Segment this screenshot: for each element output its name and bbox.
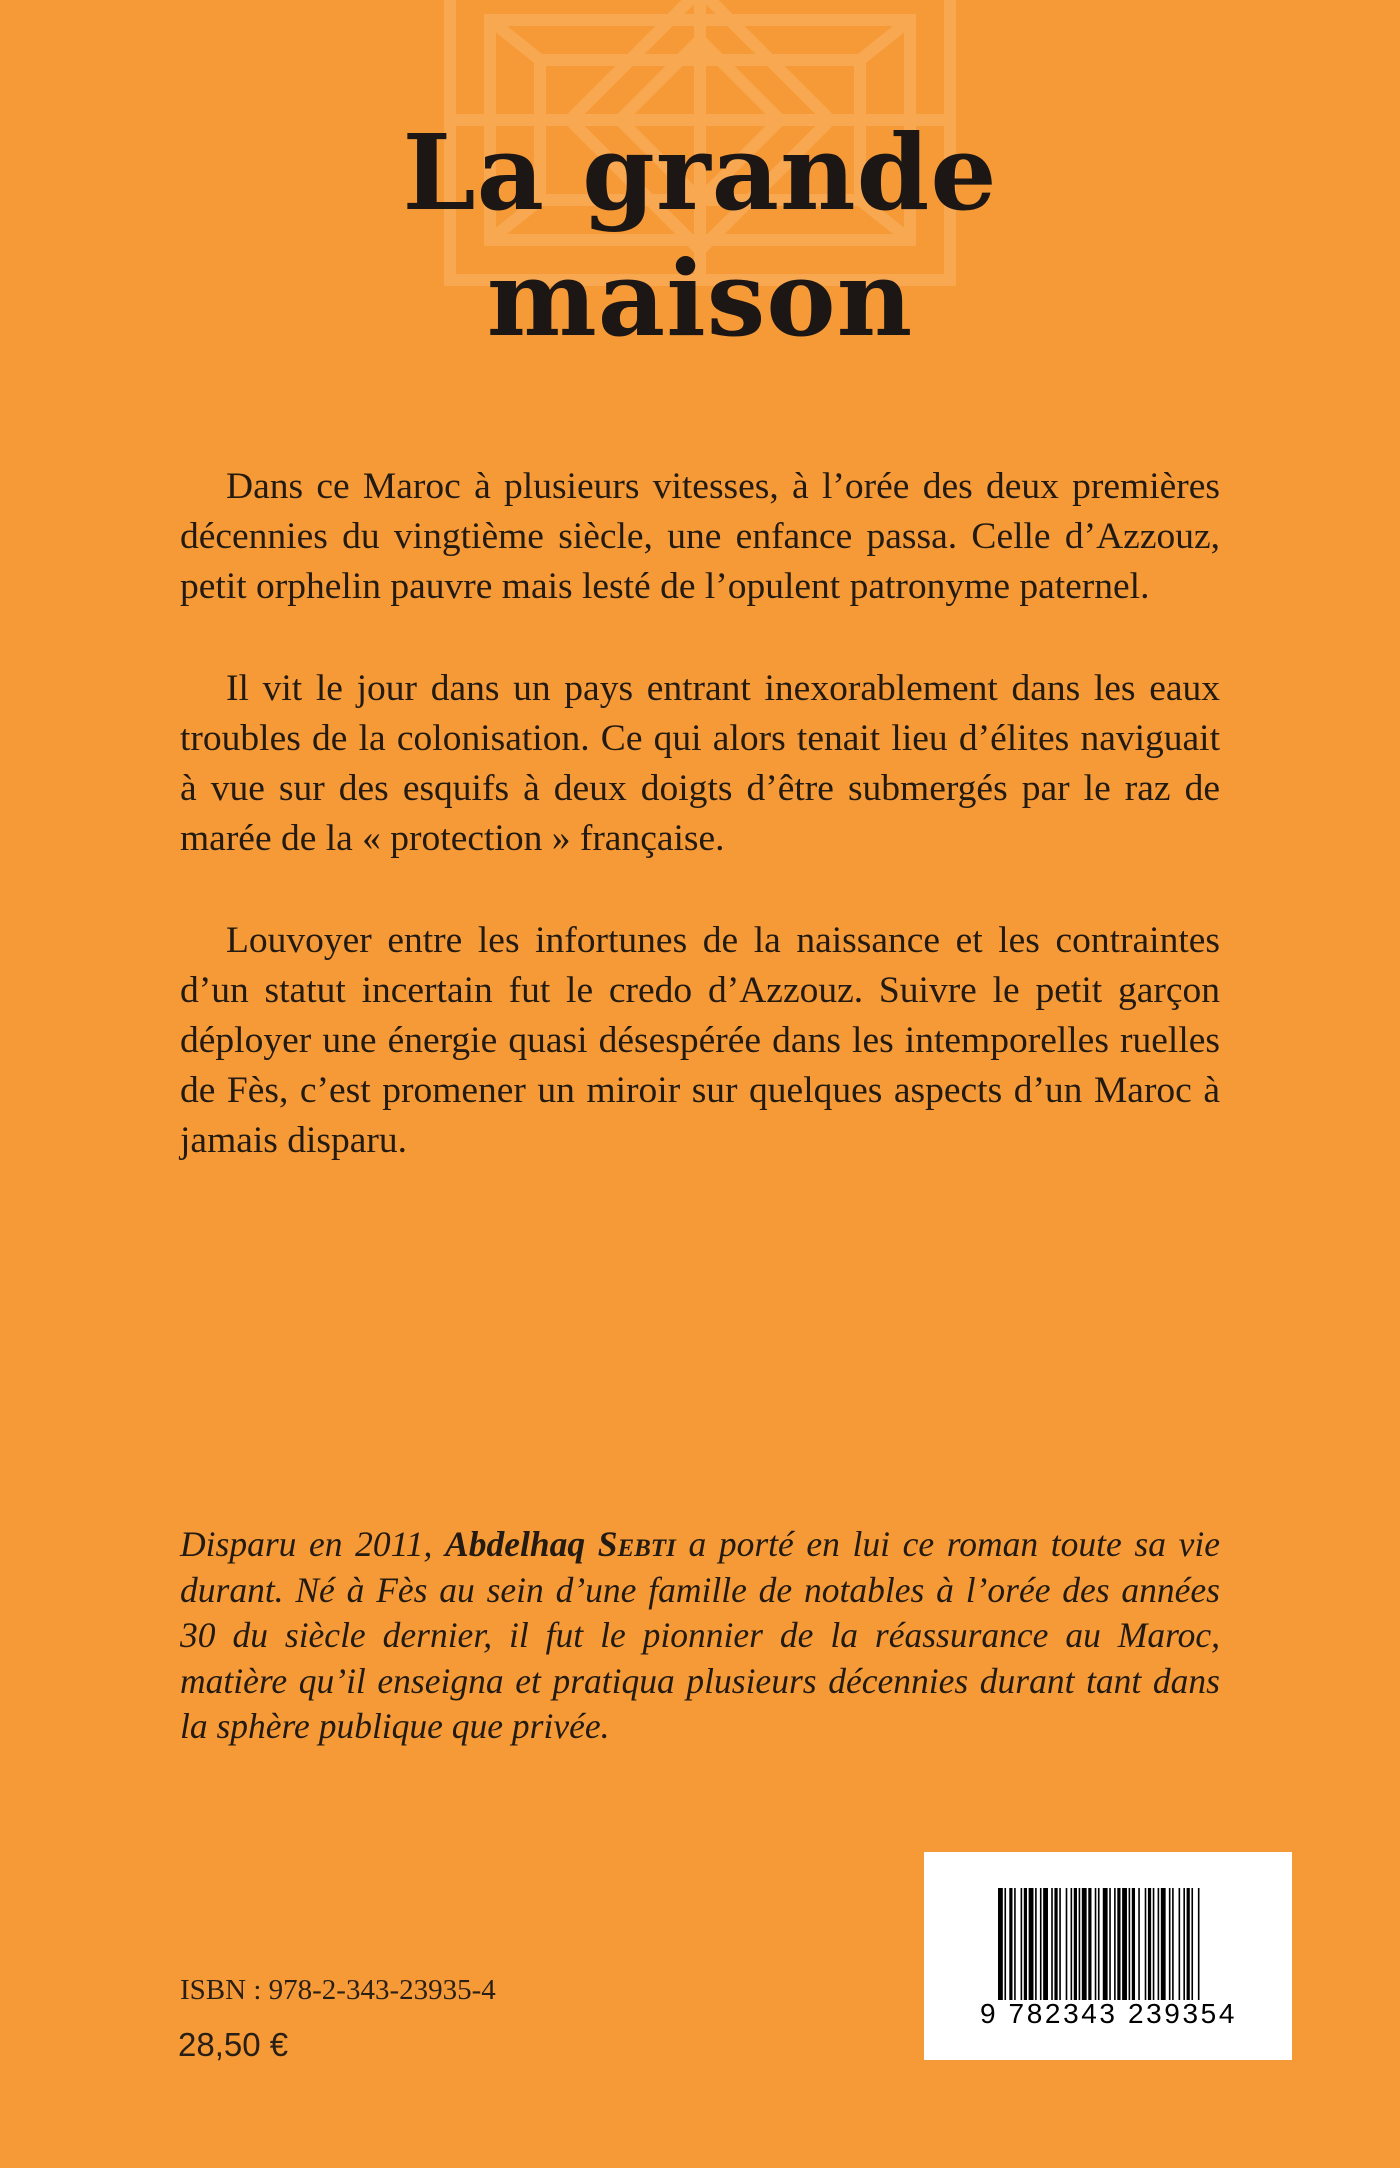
barcode-bar (1014, 1888, 1016, 2000)
bio-intro: Disparu en 2011, (180, 1524, 446, 1564)
author-first-name: Abdelhaq (445, 1524, 586, 1564)
barcode-bar (1169, 1888, 1171, 2000)
barcode-bar (1059, 1888, 1061, 2000)
barcode-bar (1187, 1888, 1190, 2000)
blurb-paragraph-1: Dans ce Maroc à plusieurs vitesses, à l’orée des deux premières décennies du vingtième siècle, une enfance passa. Celle d’Azzouz, petit orphelin pauvre mais lesté de l’opulent patronyme paternel. (180, 466, 1220, 607)
barcode-bar (1066, 1888, 1068, 2000)
barcode-bar (1088, 1888, 1091, 2000)
barcode-bar (1024, 1888, 1027, 2000)
barcode-bar (1035, 1888, 1037, 2000)
barcode-bar (1145, 1888, 1147, 2000)
blurb-paragraph-2: Il vit le jour dans un pays entrant inexorablement dans les eaux troubles de la colonisation. Ce qui alors tenait lieu d’élites naviguait à vue sur des esquifs à deux doigts d’être submergés par le raz de marée de la « protection » française. (180, 668, 1220, 859)
barcode-bar (1129, 1888, 1131, 2000)
barcode-bar (1103, 1888, 1108, 2000)
author-bio (180, 1522, 1220, 1750)
barcode-bar (1138, 1888, 1140, 2000)
barcode (924, 1852, 1292, 2060)
barcode-bar (1183, 1888, 1185, 2000)
barcode-bar (1043, 1888, 1048, 2000)
barcode-bar (1004, 1888, 1006, 2000)
barcode-bar (1098, 1888, 1100, 2000)
barcode-bar (1132, 1888, 1135, 2000)
barcode-bar (1029, 1888, 1034, 2000)
barcode-bar (1079, 1888, 1081, 2000)
barcode-bar (1051, 1888, 1053, 2000)
barcode-bars (998, 1888, 1260, 2000)
book-title-line-1: La grande (402, 111, 998, 234)
barcode-bar (1114, 1888, 1116, 2000)
book-title (0, 110, 1400, 362)
barcode-bar (1082, 1888, 1087, 2000)
book-title-line-2: maison (486, 237, 914, 360)
barcode-bar (1158, 1888, 1160, 2000)
barcode-bar (1198, 1888, 1200, 2000)
barcode-bar (1179, 1888, 1181, 2000)
bio-text: a porté en lui ce roman toute sa vie durant. Né à Fès au sein d’une famille de notables à l’orée des années 30 du siècle dernier, il fut le pionnier de la réassurance au Maroc, matière qu’il enseigna et pratiqua plusieurs décennies durant tant dans la sphère publique que privée. (180, 1524, 1220, 1746)
price: 28,50 € (178, 2026, 289, 2063)
barcode-bar (1153, 1888, 1155, 2000)
barcode-bar (1040, 1888, 1042, 2000)
barcode-bar (1009, 1888, 1012, 2000)
barcode-bar (1122, 1888, 1127, 2000)
barcode-bar (1054, 1888, 1057, 2000)
barcode-bar (1021, 1888, 1023, 2000)
barcode-bar (998, 1888, 1003, 2000)
barcode-bar (1117, 1888, 1120, 2000)
barcode-bar (1071, 1888, 1073, 2000)
blurb-paragraph-3: Louvoyer entre les infortunes de la naissance et les contraintes d’un statut incertain fut le credo d’Azzouz. Suivre le petit garçon déployer une énergie quasi désespérée dans les intemporelles ruelles de Fès, c’est promener un miroir sur quelques aspects d’un Maroc à jamais disparu. (180, 920, 1220, 1161)
barcode-digits: 9 782343 239354 (980, 1998, 1237, 2029)
barcode-bar (1191, 1888, 1193, 2000)
barcode-bar (1095, 1888, 1097, 2000)
barcode-bar (1148, 1888, 1151, 2000)
barcode-bar (1161, 1888, 1166, 2000)
author-last-name: Sebti (597, 1524, 676, 1564)
barcode-bar (1109, 1888, 1111, 2000)
barcode-bar (1172, 1888, 1174, 2000)
blurb (180, 462, 1220, 1218)
barcode-bar (1074, 1888, 1077, 2000)
isbn: ISBN : 978-2-343-23935-4 (180, 1974, 496, 2006)
